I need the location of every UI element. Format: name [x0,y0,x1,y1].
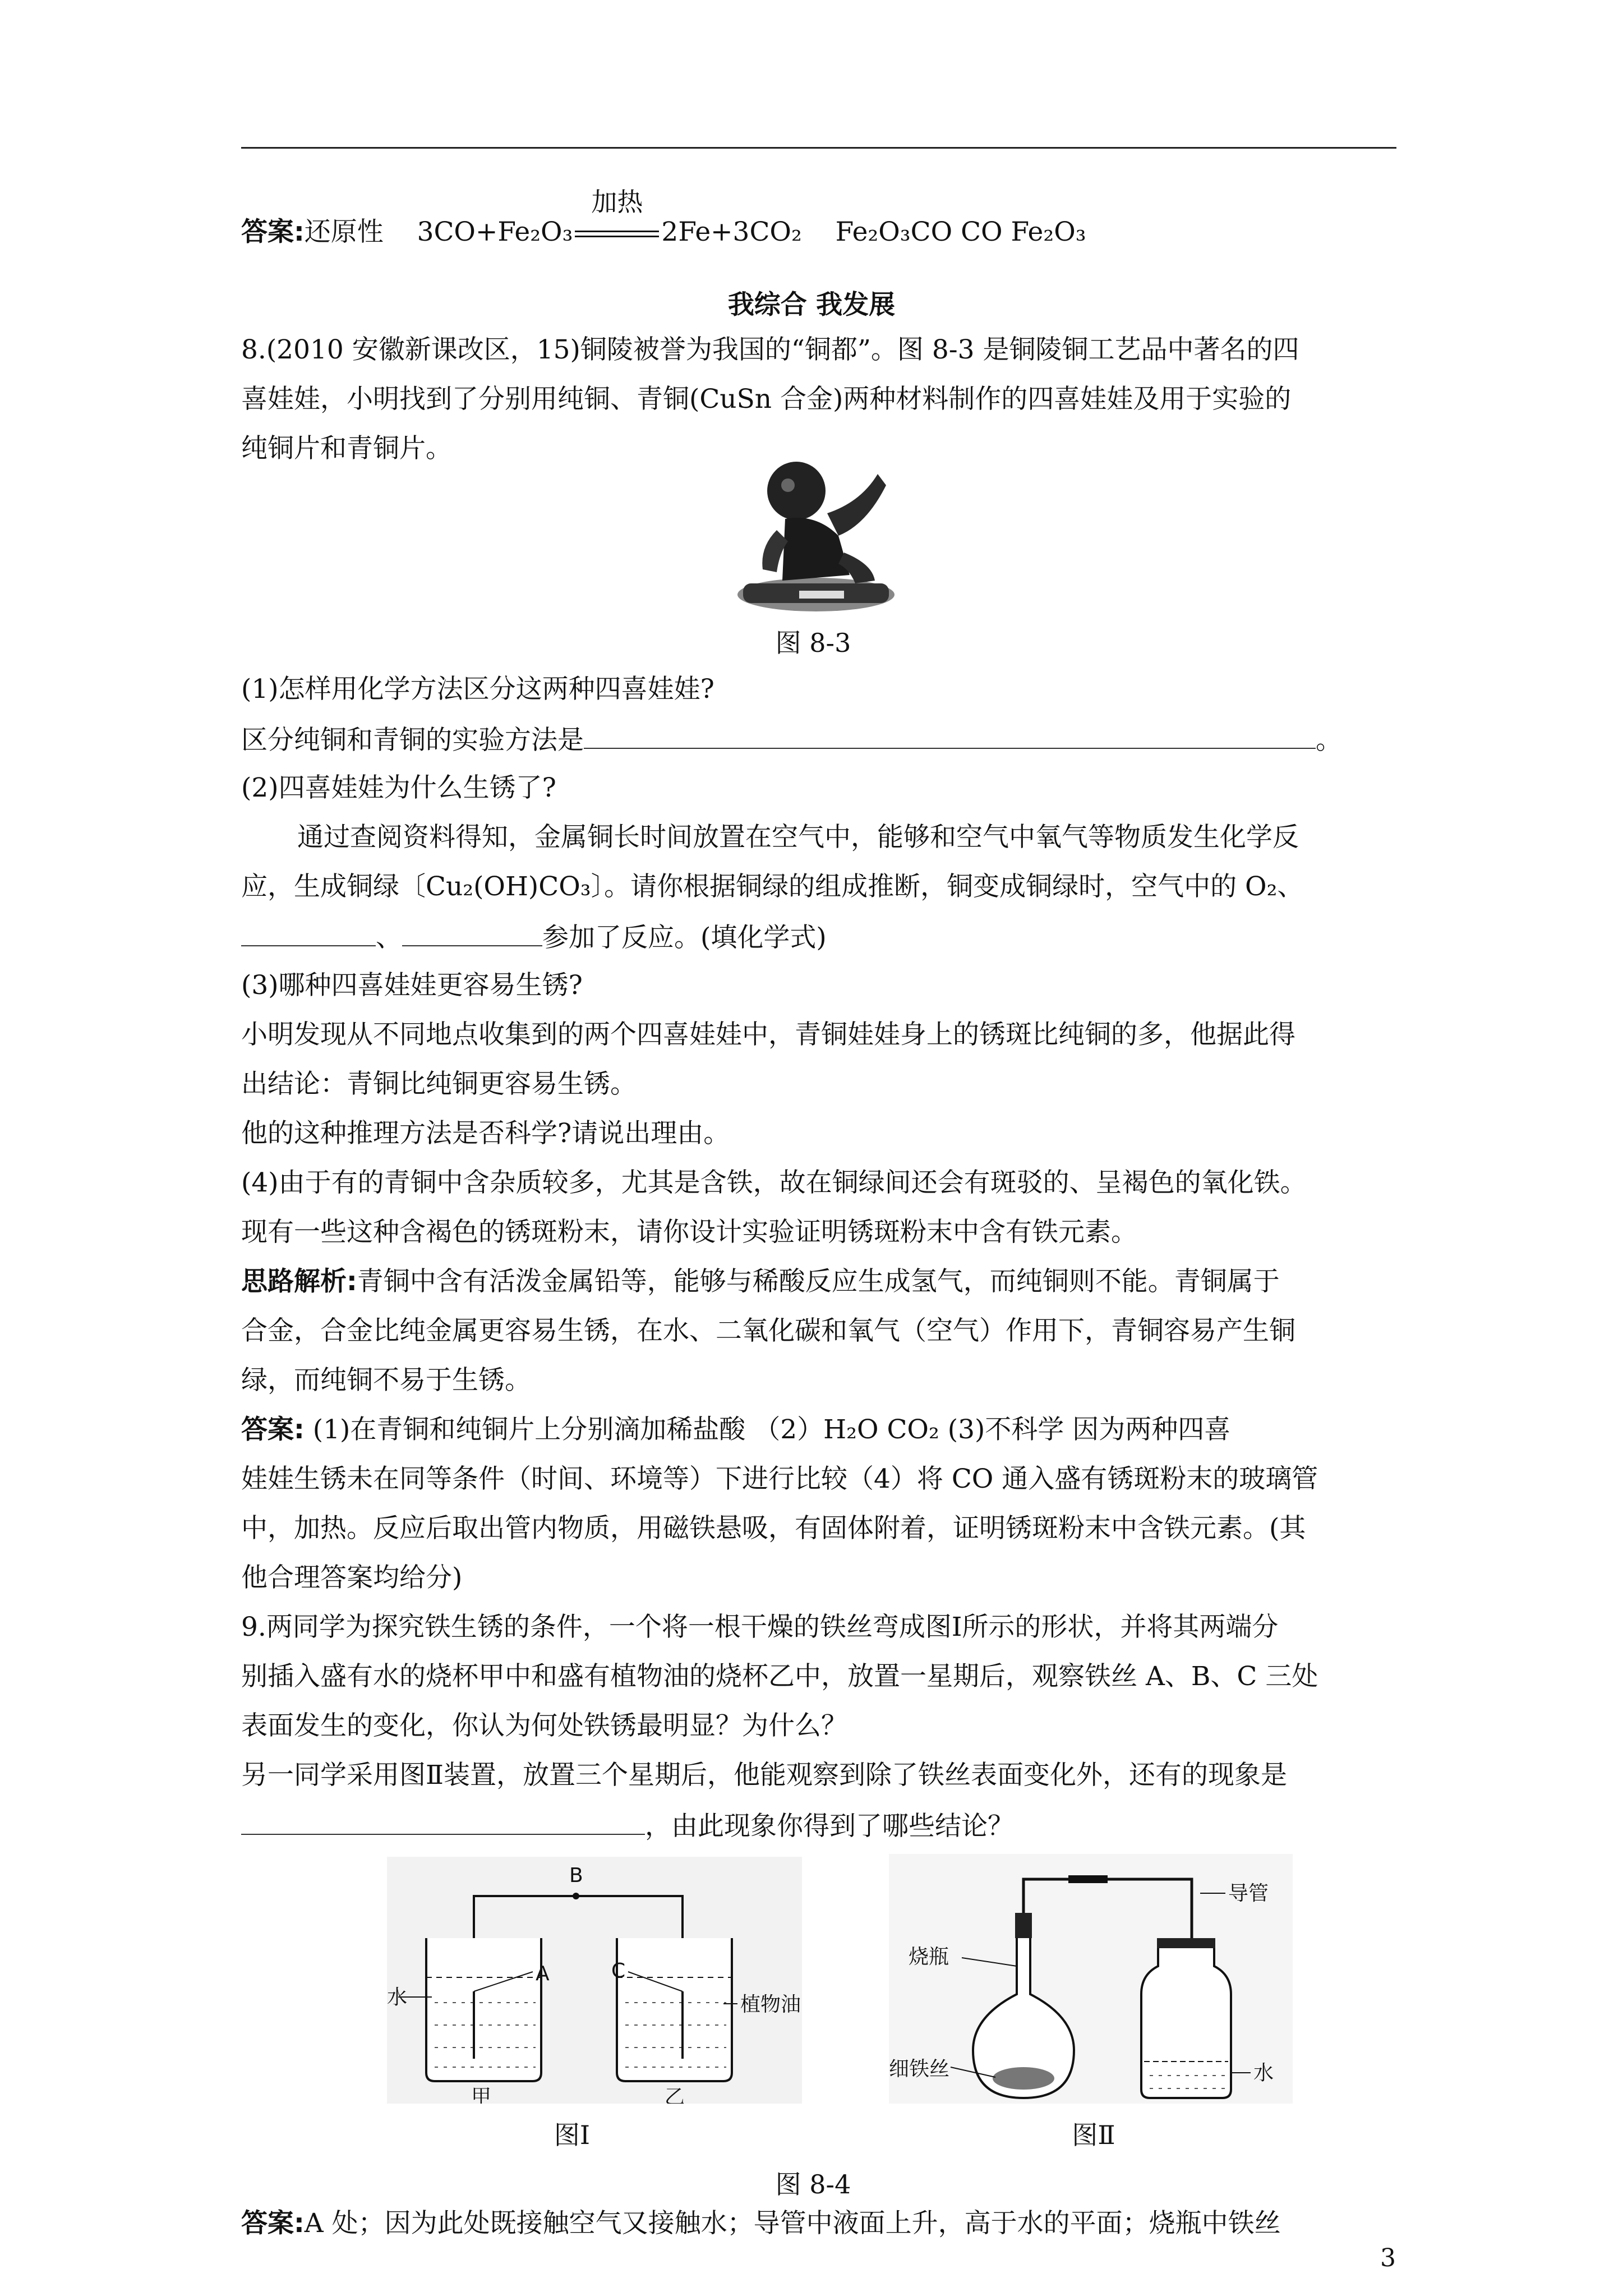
q8-answer-line1 [241,1405,1396,1455]
label-tube: 导管 [1228,1882,1269,1905]
label-c: C [611,1959,626,1982]
label-water-2: 水 [1253,2062,1274,2085]
q9-line5-tail: ，由此现象你得到了哪些结论？ [645,1811,1014,1842]
doll-figure-image [732,452,900,614]
answer-text: (1)在青铜和纯铜片上分别滴加稀盐酸 （2）H₂O CO₂ (3)不科学 因为两种四喜 [304,1414,1231,1445]
q9-line2: 别插入盛有水的烧杯甲中和盛有植物油的烧杯乙中，放置一星期后，观察铁丝 A、B、C 三处 [241,1661,1318,1692]
q9-line5 [241,1800,1396,1851]
label-flask: 烧瓶 [909,1945,949,1968]
label-yi: 乙 [665,2086,685,2104]
answer-text: 还原性 [304,217,384,247]
equation-left: 3CO+Fe₂O₃ [417,217,573,247]
q8-analysis-line1 [241,1257,1396,1306]
q8-part3-line1: 小明发现从不同地点收集到的两个四喜娃娃中，青铜娃娃身上的锈斑比纯铜的多，他据此得 [241,1019,1295,1050]
q8-part2-tail: 参加了反应。(填化学式) [542,922,827,953]
q8-part1-prompt: 区分纯铜和青铜的实验方法是 [241,725,584,756]
q8-part3-line3: 他的这种推理方法是否科学?请说出理由。 [241,1118,730,1149]
page-number: 3 [1380,2244,1396,2272]
answer-label: 答案: [241,217,305,247]
answer-blank-1[interactable] [584,714,1316,749]
q8-part2-line1: 通过查阅资料得知，金属铜长时间放置在空气中，能够和空气中氧气等物质发生化学反 [297,822,1299,853]
q8-part4-line2: 现有一些这种含褐色的锈斑粉末，请你设计实验证明锈斑粉末中含有铁元素。 [241,1217,1137,1248]
label-a: A [536,1962,550,1985]
answer-tail: Fe₂O₃CO CO Fe₂O₃ [835,217,1086,247]
q8-line2: 喜娃娃，小明找到了分别用纯铜、青铜(CuSn 合金)两种材料制作的四喜娃娃及用于实验的 [241,384,1292,415]
q9-answer-line1 [241,2199,1396,2248]
equation-condition: 加热 [591,187,643,217]
q9-line4: 另一同学采用图Ⅱ装置，放置三个星期后，他能观察到除了铁丝表面变化外，还有的现象是 [241,1760,1287,1791]
q9-line3: 表面发生的变化，你认为何处铁锈最明显？为什么？ [241,1710,847,1741]
answer-7 [241,187,1396,257]
q8-answer-line2: 娃娃生锈未在同等条件（时间、环境等）下进行比较（4）将 CO 通入盛有锈斑粉末的玻璃管 [241,1464,1318,1494]
header-rule [241,147,1396,149]
fig-8-3-caption: 图 8-3 [775,628,851,658]
figure-2-flask-apparatus [889,1854,1293,2104]
q8-answer-line4: 他合理答案均给分) [241,1562,463,1593]
q8-analysis-line2: 合金，合金比纯金属更容易生锈，在水、二氧化碳和氧气（空气）作用下，青铜容易产生铜 [241,1315,1295,1346]
answer-blank-4[interactable] [241,1800,645,1835]
figure-1-caption: 图Ⅰ [554,2120,591,2150]
q8-part2: (2)四喜娃娃为什么生锈了? [241,772,556,803]
q8-answer-line3: 中，加热。反应后取出管内物质，用磁铁悬吸，有固体附着，证明锈斑粉末中含铁元素。(其 [241,1513,1306,1544]
answer-label: 答案: [241,1414,305,1445]
q8-part4-line1: (4)由于有的青铜中含杂质较多，尤其是含铁，故在铜绿间还会有斑驳的、呈褐色的氧化铁。 [241,1167,1307,1198]
answer-text: A 处；因为此处既接触空气又接触水；导管中液面上升，高于水的平面；烧瓶中铁丝 [304,2208,1281,2239]
period: 。 [1316,725,1342,756]
analysis-label: 思路解析: [241,1266,357,1297]
q8-line1: 8.(2010 安徽新课改区，15)铜陵被誉为我国的“铜都”。图 8-3 是铜陵铜工艺品中著名的四 [241,334,1299,365]
answer-label: 答案: [241,2208,305,2239]
label-wire: 细铁丝 [889,2058,950,2081]
answer-blank-2[interactable] [241,912,376,946]
label-oil: 植物油 [740,1993,801,2016]
figure-2-caption: 图Ⅱ [1072,2120,1115,2150]
label-b: B [569,1864,583,1887]
analysis-text: 青铜中含有活泼金属铅等，能够与稀酸反应生成氢气，而纯铜则不能。青铜属于 [357,1266,1280,1297]
fig-8-4-caption: 图 8-4 [775,2169,851,2200]
q8-part1: (1)怎样用化学方法区分这两种四喜娃娃? [241,674,714,705]
q8-part3: (3)哪种四喜娃娃更容易生锈? [241,970,583,1001]
separator: 、 [376,922,402,953]
q8-part2-line3 [241,912,1396,963]
section-title: 我综合 我发展 [727,289,896,320]
q8-part2-line2: 应，生成铜绿〔Cu₂(OH)CO₃〕。请你根据铜绿的组成推断，铜变成铜绿时，空气中的 O₂、 [241,871,1304,902]
label-water: 水 [387,1986,408,2009]
answer-blank-3[interactable] [402,912,542,946]
q9-line1: 9.两同学为探究铁生锈的条件，一个将一根干燥的铁丝弯成图Ⅰ所示的形状，并将其两端分 [241,1612,1279,1642]
q8-analysis-line3: 绿，而纯铜不易于生锈。 [241,1365,531,1396]
q8-part3-line2: 出结论：青铜比纯铜更容易生锈。 [241,1069,637,1099]
equation-arrow [575,187,659,257]
figure-1-beakers [387,1857,802,2104]
equation-right: 2Fe+3CO₂ [661,217,802,247]
q8-line3: 纯铜片和青铜片。 [241,433,452,464]
q8-part1-line [241,714,1396,765]
label-jia: 甲 [471,2086,492,2104]
